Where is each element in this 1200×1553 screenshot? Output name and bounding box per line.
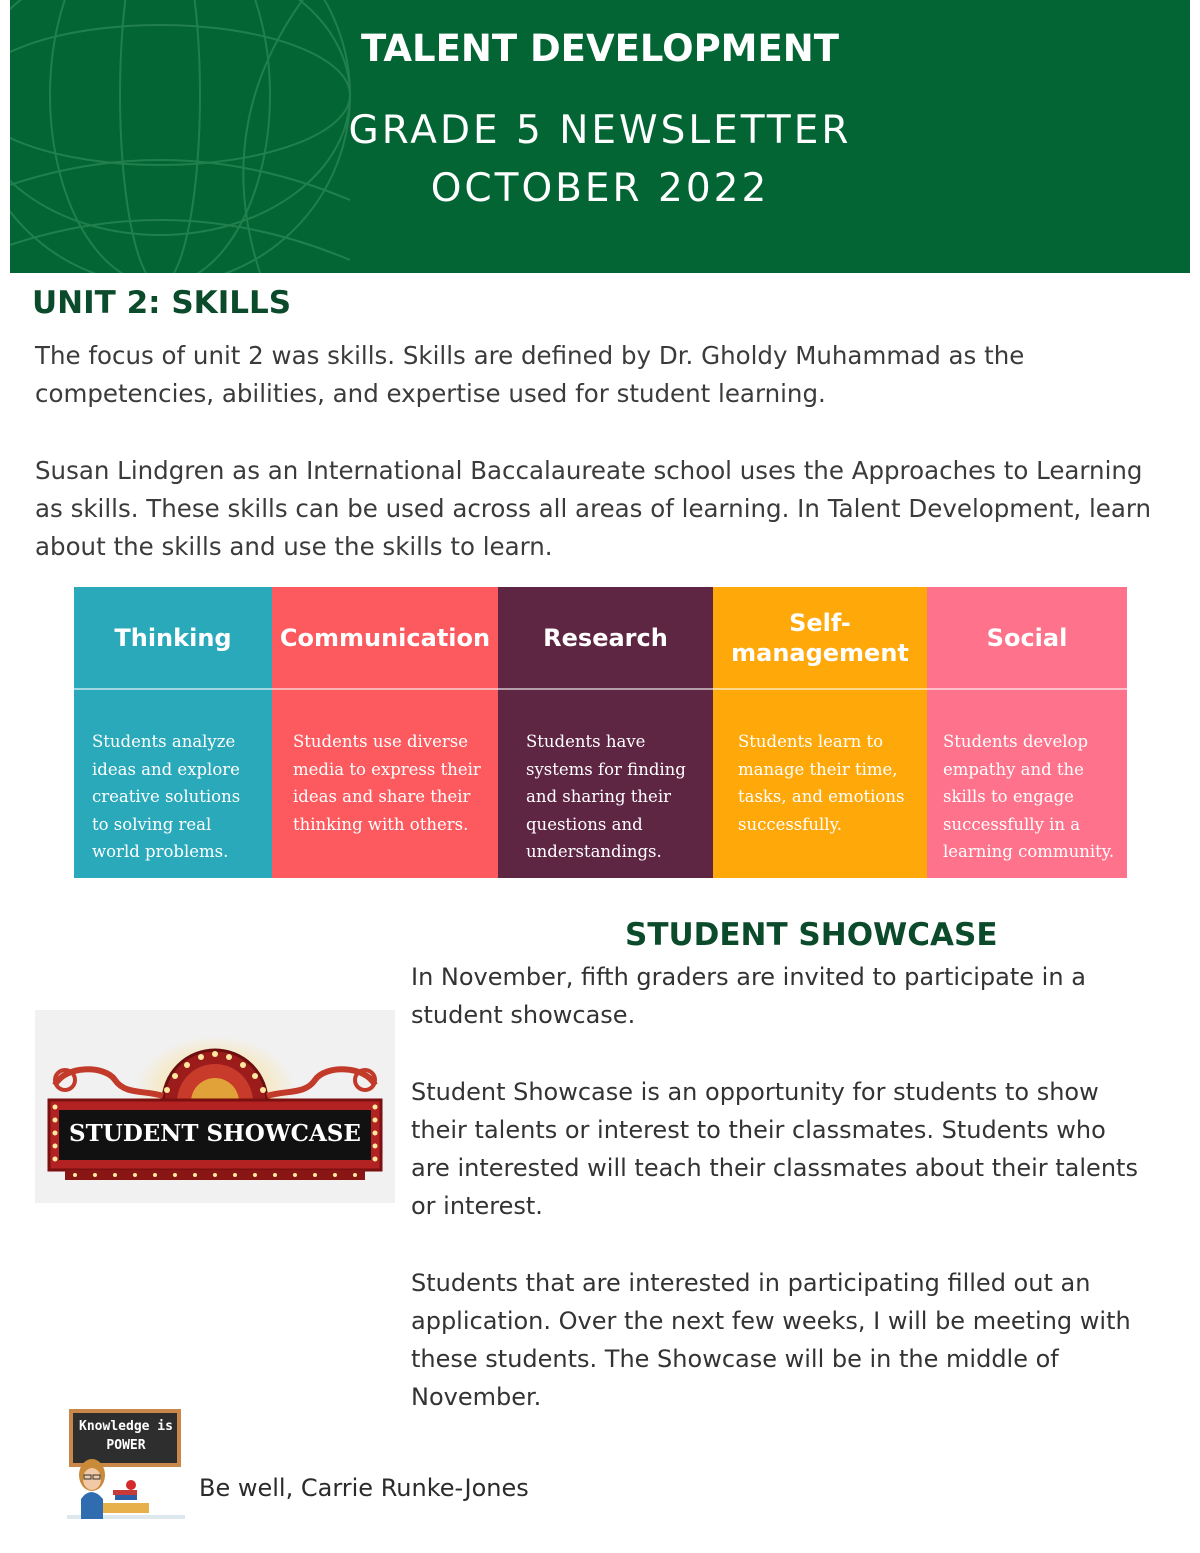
atl-description: Students have systems for finding and sharing their questions and understandings. xyxy=(526,732,686,861)
marquee-sign-icon xyxy=(35,1010,395,1203)
atl-skills-table xyxy=(74,587,1127,878)
showcase-paragraph-2: Student Showcase is an opportunity for students to show their talents or interest to their classmates. Students who are interested will teach their classmates about their talents or interest. xyxy=(411,1078,1138,1220)
showcase-marquee-image xyxy=(35,1010,395,1203)
chalkboard-line-2: POWER xyxy=(106,1438,146,1453)
teacher-bitmoji-image xyxy=(67,1407,185,1519)
unit-paragraph-1: The focus of unit 2 was skills. Skills are defined by Dr. Gholdy Muhammad as the competencies, abilities, and expertise used for student learning. xyxy=(35,341,1025,408)
atl-heading: Research xyxy=(498,587,713,690)
marquee-label: STUDENT SHOWCASE xyxy=(69,1120,361,1147)
newsletter-date: OCTOBER 2022 xyxy=(430,166,770,211)
signoff: Be well, Carrie Runke-Jones xyxy=(199,1474,529,1502)
atl-description: Students analyze ideas and explore creative solutions to solving real world problems. xyxy=(92,732,241,861)
atl-heading: Thinking xyxy=(74,587,272,690)
atl-heading: Communication xyxy=(272,587,498,690)
atl-column-communication xyxy=(272,587,498,878)
atl-heading: Social xyxy=(927,587,1127,690)
showcase-paragraph-1: In November, fifth graders are invited to participate in a student showcase. xyxy=(411,963,1086,1029)
unit-title: UNIT 2: SKILLS xyxy=(32,285,292,321)
showcase-paragraph-3: Students that are interested in participating filled out an application. Over the next few weeks, I will be meeting with these students. The Showcase will be in the middle of November. xyxy=(411,1269,1131,1411)
showcase-title: STUDENT SHOWCASE xyxy=(625,917,998,953)
newsletter-title: TALENT DEVELOPMENT xyxy=(361,27,839,70)
atl-column-thinking xyxy=(74,587,272,878)
atl-description: Students use diverse media to express their ideas and share their thinking with others. xyxy=(293,732,481,834)
chalkboard-line-1: Knowledge is xyxy=(79,1419,173,1434)
atl-column-research xyxy=(498,587,713,878)
atl-description: Students learn to manage their time, tasks, and emotions successfully. xyxy=(738,732,905,834)
newsletter-subtitle: GRADE 5 NEWSLETTER xyxy=(348,108,852,153)
atl-description: Students develop empathy and the skills to engage successfully in a learning community. xyxy=(943,732,1115,861)
atl-heading: Self-management xyxy=(713,587,927,690)
atl-column-social xyxy=(927,587,1127,878)
newsletter-header xyxy=(10,0,1190,273)
atl-column-self-management xyxy=(713,587,927,878)
unit-paragraph-2: Susan Lindgren as an International Baccalaureate school uses the Approaches to Learning as skills. These skills can be used across all areas of learning. In Talent Development, learn about the skills and use the skills to learn. xyxy=(35,456,1152,561)
